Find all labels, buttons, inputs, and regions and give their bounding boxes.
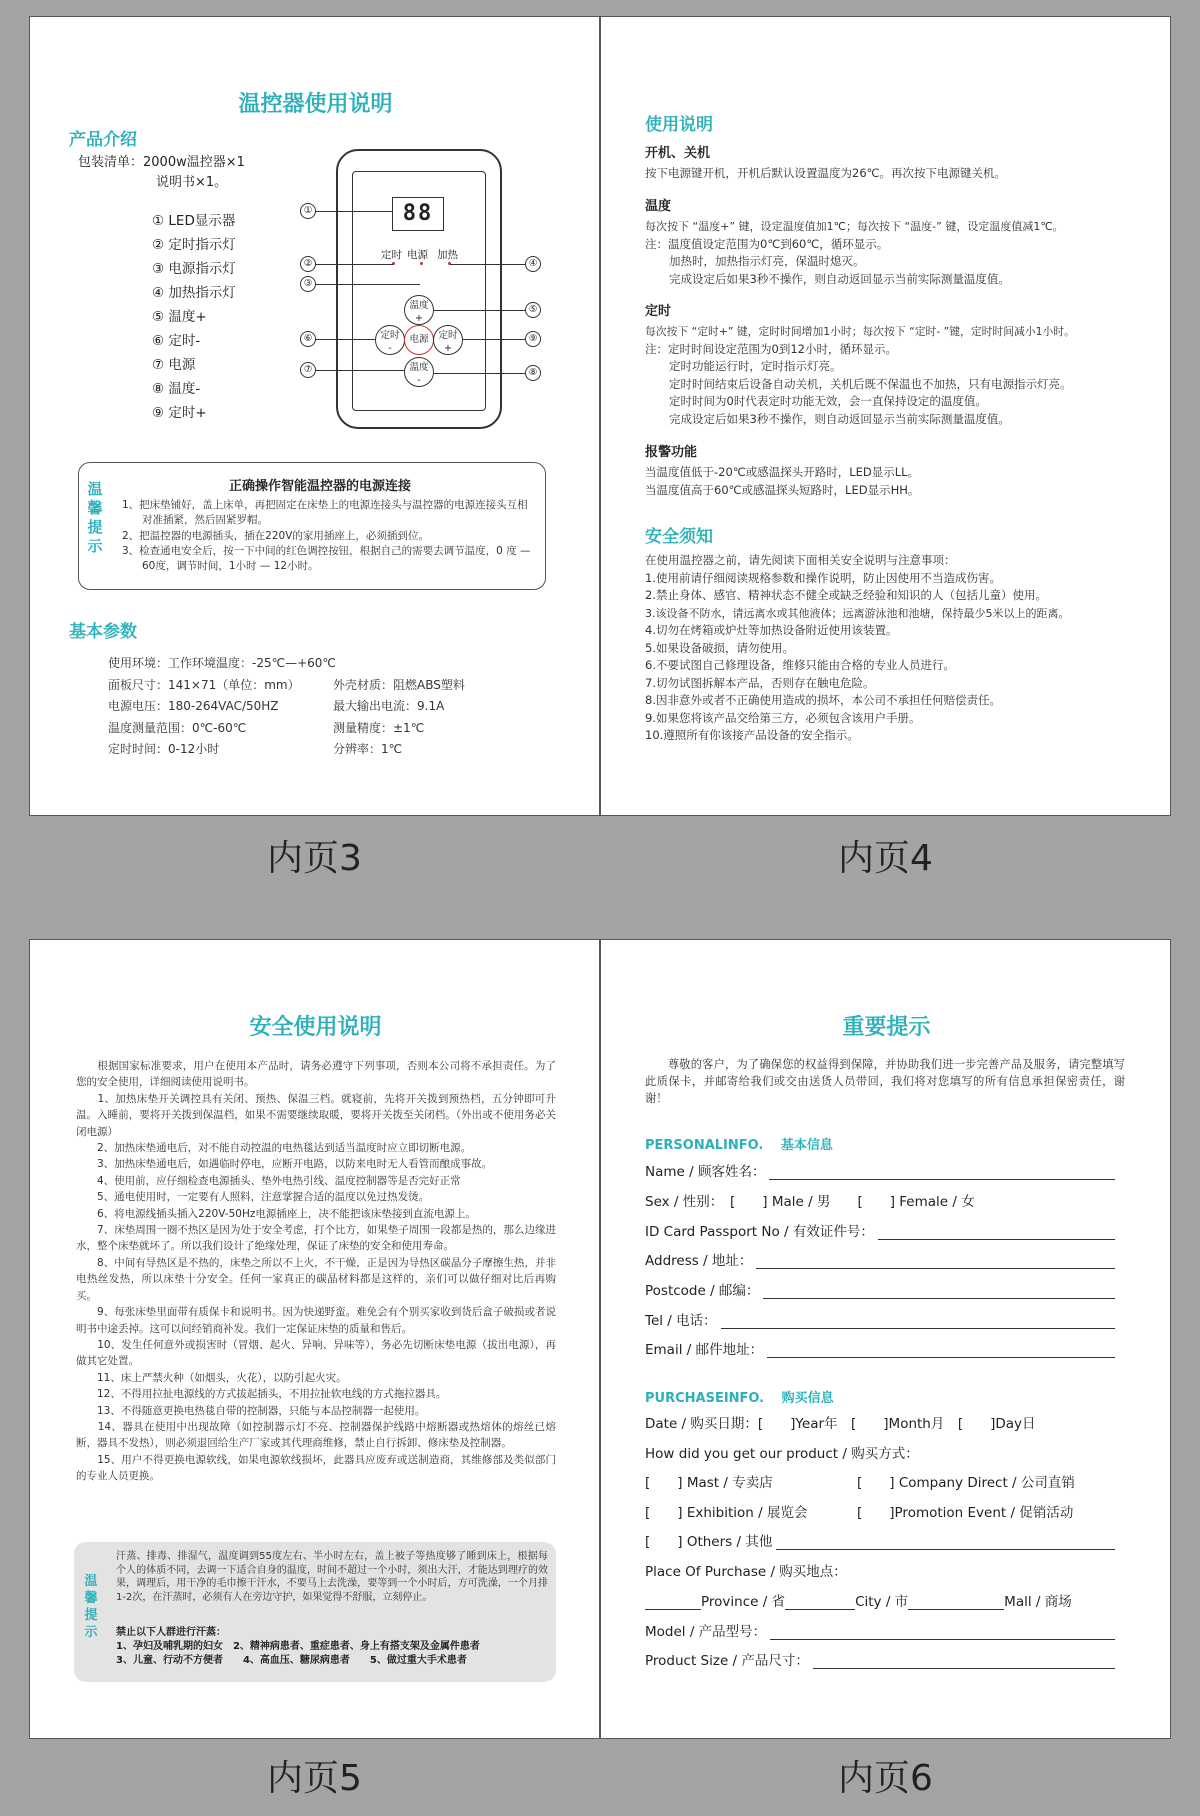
param-cell: 温度测量范围：0℃-60℃ [108, 720, 247, 735]
mall-label: Mall / 商场 [1004, 1594, 1072, 1610]
legend-item: ⑨ 定时+ [152, 405, 207, 421]
temp-section [645, 195, 1145, 288]
ban-list [116, 1626, 552, 1668]
tip-side-char: 示 [87, 537, 103, 555]
warranty-intro: 尊敬的客户，为了确保您的权益得到保障，并协助我们进一步完善产品及服务，请完整填写此质保卡，并邮寄给我们或交由送货人员带回，我们将对您填写的所有信息承担保密责任，谢谢！ [645, 1058, 1125, 1105]
tip-side-char: 馨 [87, 499, 103, 517]
power-indicator-dot [420, 262, 423, 265]
paragraph: 4、使用前，应仔细检查电源插头、垫外电热引线、温度控制器等是否完好正常 [76, 1174, 461, 1187]
timer-line: 注：定时时间设定范围为0到12小时，循环显示。 [645, 341, 897, 356]
page-caption: 内页4 [838, 838, 933, 879]
legend-item: ⑤ 温度+ [152, 309, 207, 325]
component-legend [152, 209, 236, 425]
timer-indicator-label: 定时 [381, 249, 402, 261]
tip-side-label [86, 480, 104, 556]
field-label: Sex / 性别： [ ] Male / 男 [ ] Female / 女 [645, 1194, 975, 1210]
package-line-1: 2000w温控器×1 [143, 155, 245, 170]
callout-line [315, 284, 420, 285]
paragraph: 1、加热床垫开关调控具有关闭、预热、保温三档。就寝前，先将开关拨到预热档，五分钟即可升温。入睡前，要将开关拨到保温档，如果不需要继续取暖，要将开关拨至关闭档。（外出或不使用务必关闭电源） [76, 1092, 556, 1138]
timer-minus-button[interactable]: 定时 - [375, 325, 405, 355]
safety-instructions [76, 1058, 556, 1485]
paragraph: 3、加热床垫通电后，如遇临时停电，应断开电路，以防来电时无人看管而酿成事故。 [76, 1158, 493, 1171]
callout-line [434, 310, 525, 311]
param-env: 使用环境：工作环境温度：-25℃—+60℃ [108, 656, 336, 670]
sex-field[interactable] [645, 1190, 1115, 1210]
model-field[interactable] [645, 1620, 1115, 1640]
onoff-text: 按下电源键开机，开机后默认设置温度为26℃。再次按下电源键关机。 [645, 166, 1007, 180]
marker-7: ⑦ [300, 362, 316, 378]
safety-line: 8.因非意外或者不正确使用造成的损坏，本公司不承担任何赔偿责任。 [645, 693, 1001, 707]
callout-line [315, 339, 375, 340]
param-cell: 分辨率：1℃ [333, 742, 403, 756]
timer-section [645, 300, 1145, 428]
safety-line: 10.遵照所有你该接产品设备的安全指示。 [645, 728, 859, 742]
field-label: How did you get our product / 购买方式： [645, 1446, 919, 1462]
option-mast[interactable]: [ ] Mast / 专卖店 [645, 1475, 773, 1491]
marker-1: ① [300, 203, 316, 219]
param-row [108, 696, 568, 718]
callout-line [315, 264, 393, 265]
param-cell: 电源电压：180-264VAC/50HZ [108, 699, 279, 713]
onoff-heading: 开机、关机 [645, 146, 711, 161]
timer-line: 定时时间为0时代表定时功能无效，会一直保持设定的温度值。 [669, 394, 987, 408]
option-row[interactable] [645, 1471, 1115, 1491]
place-field [645, 1560, 1115, 1580]
paragraph: 根据国家标准要求，用户在使用本产品时，请务必遵守下列事项，否则本公司将不承担责任。为了您的安全使用，详细阅读使用说明书。 [76, 1060, 556, 1089]
field-label: Product Size / 产品尺寸： [645, 1653, 809, 1669]
tip-item: 3、检查通电安全后，按一下中间的红色调控按钮，根据自己的需要去调节温度，0 度 — 60度，调节时间，1小时 — 12小时。 [122, 544, 531, 573]
tel-input-line[interactable] [721, 1315, 1115, 1329]
field-label: ID Card Passport No / 有效证件号： [645, 1224, 874, 1240]
temp-line: 注：温度值设定范围为0℃到60℃，循环显示。 [645, 236, 889, 251]
legend-item: ⑦ 电源 [152, 357, 196, 373]
address-field[interactable] [645, 1249, 1115, 1269]
temp-heading: 温度 [645, 199, 672, 214]
tip-side-char: 馨 [84, 1591, 98, 1606]
tel-field[interactable] [645, 1309, 1115, 1329]
param-cell: 外壳材质：阻燃ABS塑料 [333, 677, 465, 692]
ban-line: 3、儿童、行动不方便者 4、高血压、糖尿病患者 5、做过重大手术患者 [116, 1655, 467, 1666]
safety-line: 3.该设备不防水，请远离水或其他液体；远离游泳池和池塘，保持最少5米以上的距离。 [645, 606, 1070, 620]
param-cell: 定时时间：0-12小时 [108, 742, 220, 756]
param-row [108, 718, 568, 740]
tip-item: 1、把床垫铺好，盖上床单，再把固定在床垫上的电源连接头与温控器的电源连接头互相对准插紧，然后固紧罗帽。 [122, 499, 528, 527]
province-input-line[interactable] [645, 1596, 701, 1610]
address-input-line[interactable] [756, 1255, 1115, 1269]
param-cell: 最大输出电流：9.1A [333, 699, 445, 713]
marker-6: ⑥ [300, 331, 316, 347]
tip-side-char: 提 [87, 518, 103, 536]
temp-down-button[interactable]: 温度 - [404, 357, 434, 387]
section-heading-intro: 产品介绍 [69, 130, 137, 150]
marker-4: ④ [525, 256, 541, 272]
size-input-line[interactable] [813, 1655, 1115, 1669]
field-label: Tel / 电话： [645, 1313, 717, 1329]
paragraph: 15、用户不得更换电源软线，如果电源软线损坏，此器具应废弃或送制造商，其维修部及类似部门的专业人员更换。 [76, 1453, 556, 1483]
section-heading-safety: 安全须知 [645, 527, 713, 547]
option-promotion-event[interactable]: [ ]Promotion Event / 促销活动 [857, 1505, 1074, 1521]
manual-page-6 [600, 939, 1171, 1739]
param-cell: 面板尺寸：141×71（单位：mm） [108, 677, 300, 692]
temp-line: 加热时，加热指示灯亮，保温时熄灭。 [669, 254, 865, 268]
tip-side-char: 示 [84, 1625, 98, 1640]
page-caption: 内页5 [267, 1758, 362, 1799]
tip-item: 2、把温控器的电源插头，插在220V的家用插座上，必须插到位。 [122, 529, 429, 542]
field-label: Place Of Purchase / 购买地点： [645, 1564, 847, 1580]
timer-line: 每次按下 “定时+” 键，定时时间增加1小时；每次按下 “定时- ”键，定时时间减小1小时。 [645, 325, 1075, 338]
package-list [78, 153, 245, 193]
power-indicator-label: 电源 [407, 249, 428, 261]
tip-side-char: 温 [84, 1574, 98, 1589]
ban-heading: 禁止以下人群进行汗蒸： [116, 1627, 226, 1638]
safety-line: 6.不要试图自己修理设备，维修只能由合格的专业人员进行。 [645, 658, 955, 672]
param-cell: 测量精度：±1℃ [333, 720, 425, 735]
legend-item: ③ 电源指示灯 [152, 261, 236, 277]
safety-line: 5.如果设备破损，请勿使用。 [645, 640, 794, 655]
email-field[interactable] [645, 1338, 1115, 1358]
callout-line [315, 370, 404, 371]
paragraph: 11、床上严禁火种（如烟头，火花），以防引起火灾。 [76, 1371, 347, 1384]
temp-line: 完成设定后如果3秒不操作，则自动返回显示当前实际测量温度值。 [669, 271, 1010, 286]
option-row[interactable] [645, 1501, 1115, 1521]
marker-5: ⑤ [525, 302, 541, 318]
param-row [108, 739, 568, 761]
size-field[interactable] [645, 1649, 1115, 1669]
paragraph: 9、每张床垫里面带有质保卡和说明书。因为快递野蛮。难免会有个别买家收到货后盒子破损或者说明书中途丢掉。这可以问经销商补发。我们一定保证床垫的质量和售后。 [76, 1306, 556, 1335]
led-display: 88 [392, 197, 444, 231]
option-others[interactable]: [ ] Others / 其他 [645, 1534, 773, 1550]
legend-item: ② 定时指示灯 [152, 237, 236, 253]
safety-line: 1.使用前请仔细阅读规格参数和操作说明，防止因使用不当造成伤害。 [645, 570, 1001, 585]
safety-line: 4.切勿在烤箱或炉灶等加热设备附近使用该装置。 [645, 623, 898, 637]
name-field[interactable] [645, 1160, 1115, 1180]
paragraph: 8、中间有导热区是不热的，床垫之所以不上火，不干燥，正是因为导热区碳晶分子摩擦生热，并非电热丝发热，所以床垫十分安全。任何一家真正的碳晶材料都是这样的，亲们可以做仔细对比后再购买。 [76, 1256, 556, 1302]
manual-page-5 [29, 939, 600, 1739]
field-label: Email / 邮件地址： [645, 1342, 764, 1358]
alarm-section [645, 441, 1145, 499]
marker-2: ② [300, 256, 316, 272]
postcode-input-line[interactable] [763, 1285, 1115, 1299]
alarm-heading: 报警功能 [645, 445, 698, 460]
timer-line: 完成设定后如果3秒不操作，则自动返回显示当前实际测量温度值。 [669, 411, 1010, 426]
alarm-line: 当温度值高于60℃或感温探头短路时，LED显示HH。 [645, 482, 920, 497]
marker-3: ③ [300, 276, 316, 292]
province-label: Province / 省 [701, 1594, 786, 1610]
legend-item: ④ 加热指示灯 [152, 285, 236, 301]
power-button[interactable]: 电源 [404, 325, 434, 355]
timer-line: 定时时间结束后设备自动关机，关机后既不保温也不加热，只有电源指示灯亮。 [669, 376, 1072, 391]
model-input-line[interactable] [770, 1626, 1115, 1640]
email-input-line[interactable] [767, 1344, 1115, 1358]
safety-line: 2.禁止身体、感官、精神状态不健全或缺乏经验和知识的人（包括儿童）使用。 [645, 588, 1047, 602]
legend-item: ① LED显示器 [152, 213, 236, 229]
timer-heading: 定时 [645, 304, 672, 319]
paragraph: 7、床垫周围一圈不热区是因为处于安全考虑，打个比方，如果垫子周围一段都是热的，那么边缘进水，整个床垫就坏了。所以我们设计了绝缘处理，保证了床垫的安全和使用寿命。 [76, 1224, 556, 1253]
legend-item: ⑧ 温度- [152, 381, 201, 397]
alarm-line: 当温度值低于-20℃或感温探头开路时，LED显示LL。 [645, 465, 920, 479]
timer-line: 定时功能运行时，定时指示灯亮。 [669, 359, 842, 373]
paragraph: 14、器具在使用中出现故障（如控制器示灯不亮、控制器保护线路中熔断器或热熔体的熔丝已熔断，器具不发热），则必须退回给生产厂家或其代理商维修，禁止自行拆卸、修床垫及控制器。 [76, 1420, 556, 1450]
tip-side-label [82, 1573, 100, 1641]
page-title: 重要提示 [842, 1015, 931, 1040]
personal-info-heading: PERSONALINFO. 基本信息 [645, 1138, 833, 1153]
field-label: Postcode / 邮编： [645, 1283, 760, 1299]
field-label: Model / 产品型号： [645, 1624, 767, 1640]
page-caption: 内页6 [838, 1758, 933, 1799]
safety-line: 7.切勿试图拆解本产品，否则存在触电危险。 [645, 675, 875, 690]
field-label: Name / 顾客姓名： [645, 1164, 766, 1180]
marker-8: ⑧ [525, 365, 541, 381]
heat-indicator-label: 加热 [437, 249, 458, 261]
params-table [108, 653, 568, 761]
how-field [645, 1442, 1115, 1462]
manual-page-3 [29, 16, 600, 816]
name-input-line[interactable] [769, 1166, 1115, 1180]
tip-side-char: 温 [87, 480, 103, 498]
ban-line: 1、孕妇及哺乳期的妇女 2、精神病患者、重症患者、身上有搭支架及金属件患者 [116, 1641, 480, 1652]
location-row[interactable] [645, 1590, 1115, 1610]
callout-line [434, 373, 525, 374]
city-input-line[interactable] [785, 1596, 855, 1610]
postcode-field[interactable] [645, 1279, 1115, 1299]
legend-item: ⑥ 定时- [152, 333, 201, 349]
others-input-line[interactable] [776, 1536, 1115, 1550]
page-title: 安全使用说明 [249, 1015, 382, 1040]
paragraph: 6、将电源线插头插入220V-50Hz电源插座上，决不能把该床垫接到直流电源上。 [76, 1207, 476, 1220]
section-heading-usage: 使用说明 [645, 115, 713, 135]
section-heading-params: 基本参数 [69, 622, 137, 642]
param-row [108, 675, 568, 697]
manual-page-4 [600, 16, 1171, 816]
field-label: Date / 购买日期：[ ]Year年 [ ]Month月 [ ]Day日 [645, 1416, 1036, 1432]
marker-9: ⑨ [525, 331, 541, 347]
callout-line [450, 264, 525, 265]
paragraph: 12、不得用拉扯电源线的方式拔起插头，不用拉扯软电线的方式拖拉器具。 [76, 1388, 447, 1401]
paragraph: 2、加热床垫通电后，对不能自动控温的电热毯达到适当温度时应立即切断电源。 [76, 1142, 472, 1155]
temp-line: 每次按下 “温度+” 键，设定温度值加1℃；每次按下 “温度-” 键，设定温度值减1℃。 [645, 220, 1064, 233]
purchase-info-heading: PURCHASEINFO. 购买信息 [645, 1391, 834, 1406]
safety-line: 9.如果您将该产品交给第三方，必须包含该用户手册。 [645, 710, 921, 725]
page-title: 温控器使用说明 [238, 92, 393, 117]
callout-line [463, 339, 525, 340]
tip-side-char: 提 [84, 1608, 98, 1623]
timer-plus-button[interactable]: 定时 + [433, 325, 463, 355]
field-label: Address / 地址： [645, 1253, 753, 1269]
date-field[interactable] [645, 1412, 1115, 1432]
city-label: City / 市 [855, 1594, 909, 1610]
id-input-line[interactable] [878, 1226, 1115, 1240]
tip-text: 汗蒸、排毒、排湿气，温度调到55度左右、半小时左右，盖上被子等热度够了睡到床上，根据每个人的体质不同，去调一下适合自身的温度，时间不超过一个小时，须出大汗，才能达到理疗的效果，调理后，用干净的毛巾擦干汗水，不要马上去洗澡，要等到一个小时后，方可洗澡，一个月排1-2次，在汗蒸时，必须有人在旁边守护，如果觉得不舒服，立刻停止。 [116, 1551, 548, 1603]
option-exhibition[interactable]: [ ] Exhibition / 展览会 [645, 1505, 808, 1521]
temp-up-button[interactable]: 温度 + [404, 295, 434, 325]
id-field[interactable] [645, 1220, 1115, 1240]
option-others-row[interactable] [645, 1530, 1115, 1550]
safety-list [645, 552, 1155, 745]
paragraph: 5、通电使用时，一定要有人照料，注意掌握合适的温度以免过热发烫。 [76, 1191, 430, 1204]
package-label: 包装清单： [78, 155, 144, 170]
paragraph: 13、不得随意更换电热毯自带的控制器，只能与本品控制器一起使用。 [76, 1404, 426, 1417]
option-company-direct[interactable]: [ ] Company Direct / 公司直销 [857, 1475, 1075, 1491]
page-caption: 内页3 [267, 838, 362, 879]
safety-line: 在使用温控器之前，请先阅读下面相关安全说明与注意事项： [645, 553, 956, 567]
mall-input-line[interactable] [908, 1596, 1004, 1610]
paragraph: 10、发生任何意外或损害时（冒烟、起火、异响、异味等），务必先切断床垫电源（拔出电源），再做其它处置。 [76, 1338, 556, 1368]
package-line-2: 说明书×1。 [156, 175, 228, 190]
tip-heading: 正确操作智能温控器的电源连接 [228, 479, 411, 494]
callout-line [315, 211, 393, 212]
tip-items [122, 498, 532, 574]
onoff-section [645, 142, 1145, 183]
